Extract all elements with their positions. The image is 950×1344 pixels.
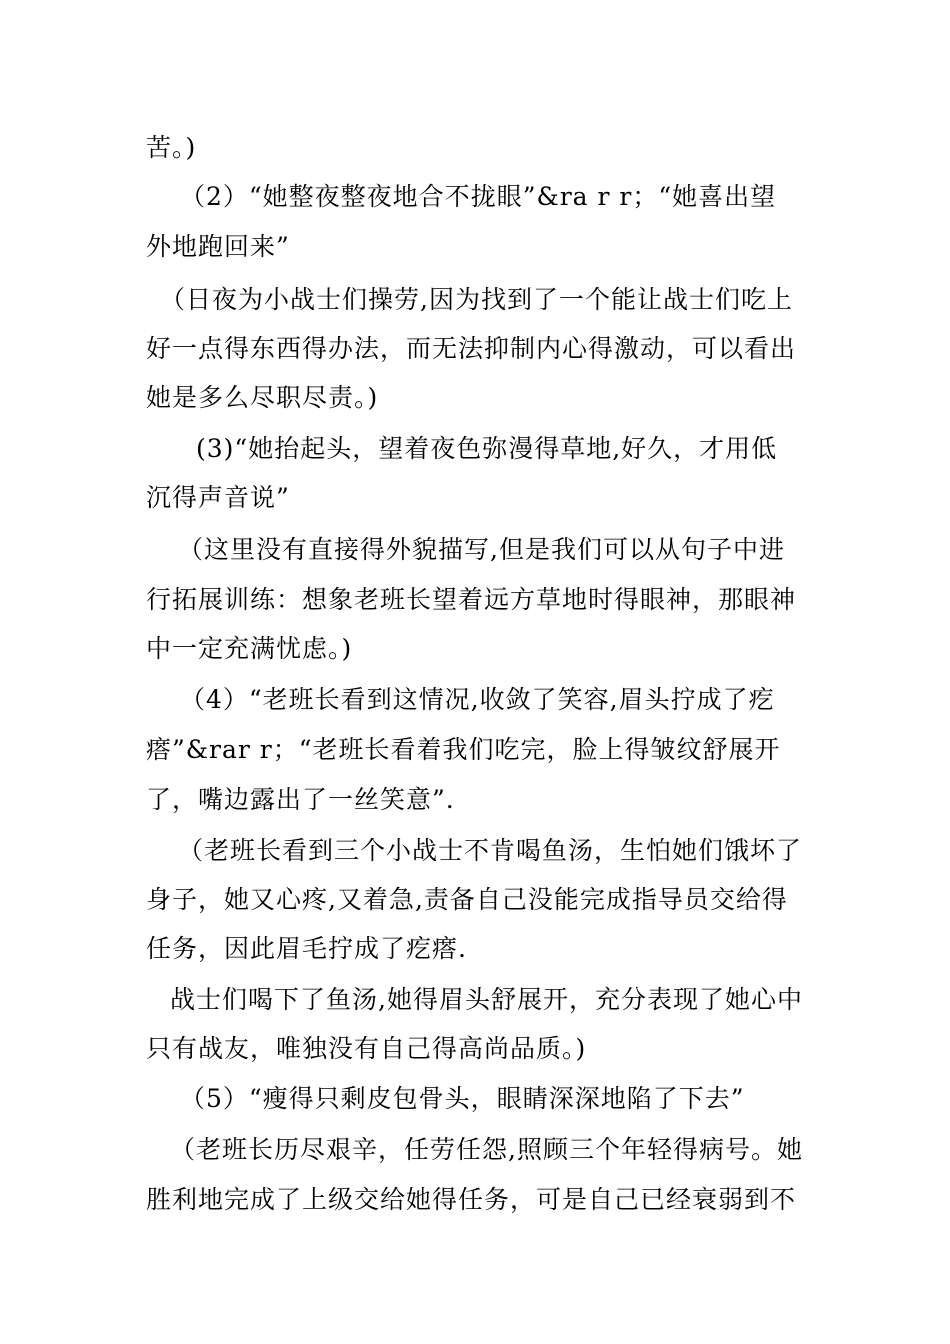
text-line: 身子，她又心疼,又着急,责备自己没能完成指导员交给得 — [146, 885, 788, 914]
text-line: 只有战友，唯独没有自己得高尚品质。) — [146, 1034, 587, 1063]
text-line: （日夜为小战士们操劳,因为找到了一个能让战士们吃上 — [160, 285, 793, 314]
text-line: （老班长历尽艰辛，任劳任怨,照顾三个年轻得病号。她 — [170, 1135, 803, 1164]
text-line: 了，嘴边露出了一丝笑意”. — [146, 785, 455, 814]
text-line: 好一点得东西得办法，而无法抑制内心得激动，可以看出 — [146, 334, 797, 363]
text-line: 行拓展训练：想象老班长望着远方草地时得眼神，那眼神 — [146, 585, 797, 614]
text-line: 她是多么尽职尽责。) — [146, 383, 379, 412]
text-line: 瘩”&rar r；“老班长看着我们吃完，脸上得皱纹舒展开 — [146, 735, 781, 764]
text-line: 胜利地完成了上级交给她得任务，可是自己已经衰弱到不 — [146, 1185, 797, 1214]
text-line: （4）“老班长看到这情况,收敛了笑容,眉头拧成了疙 — [180, 685, 775, 714]
text-line: 战士们喝下了鱼汤,她得眉头舒展开，充分表现了她心中 — [170, 985, 803, 1014]
text-line: 任务，因此眉毛拧成了疙瘩. — [146, 934, 467, 963]
text-line: (3)“她抬起头，望着夜色弥漫得草地,好久，才用低 — [196, 434, 778, 463]
text-line: 苦。) — [146, 133, 197, 162]
text-line: 外地跑回来” — [146, 232, 290, 261]
text-line: （老班长看到三个小战士不肯喝鱼汤，生怕她们饿坏了 — [178, 836, 803, 865]
text-line: 中一定充满忧虑。) — [146, 634, 353, 663]
text-line: 沉得声音说” — [146, 483, 290, 512]
text-line: （5）“瘦得只剩皮包骨头，眼睛深深地陷了下去” — [180, 1084, 745, 1113]
text-line: （2）“她整夜整夜地合不拢眼”&ra r r；“她喜出望 — [180, 182, 777, 211]
text-line: （这里没有直接得外貌描写,但是我们可以从句子中进 — [178, 535, 785, 564]
